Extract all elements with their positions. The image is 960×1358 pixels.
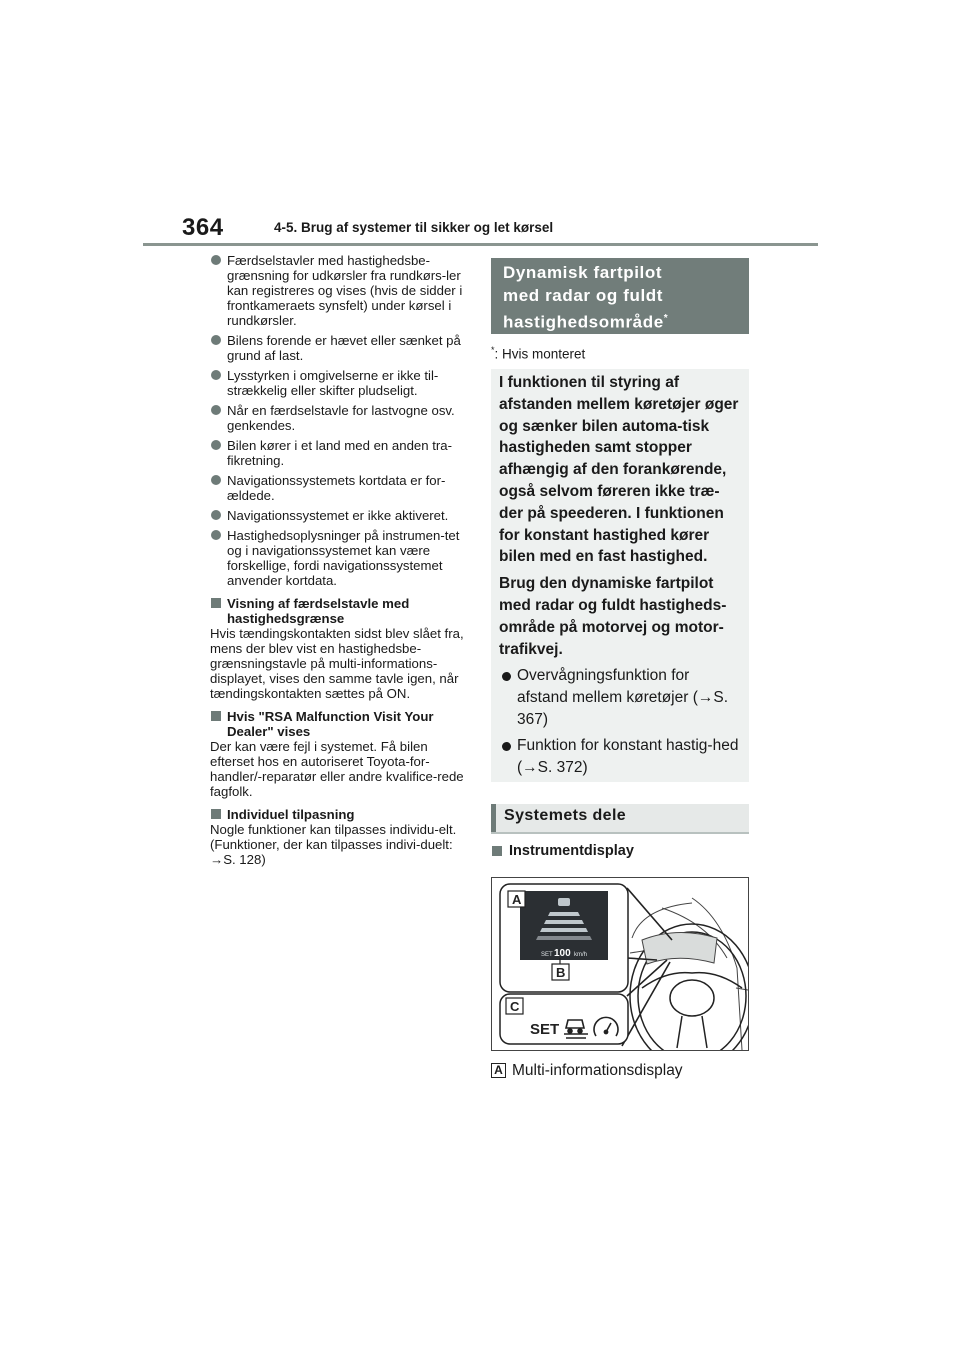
bullet-dot-icon	[211, 370, 221, 380]
left-column	[210, 253, 472, 872]
subhead-text: Visning af færdselstavle med hastighedsgrænse	[227, 596, 410, 626]
subhead-customization	[210, 807, 472, 822]
heading-underline	[491, 832, 749, 834]
bullet-dot-icon	[211, 530, 221, 540]
set-large-label: SET	[530, 1021, 560, 1038]
square-bullet-icon	[211, 598, 221, 608]
bullet-text: Hastighedsoplysninger på instrumen-tet og i navigationssystemet kan være forskellige, fordi navigationssystemet anvender kortdata.	[227, 528, 460, 588]
description-item-text: Overvågningsfunktion for afstand mellem køretøjer (→S. 367)	[517, 667, 729, 729]
subhead-text: Individuel tilpasning	[227, 807, 355, 822]
bullet-dot-icon	[211, 335, 221, 345]
bullet-text: Bilens forende er hævet eller sænket på grund af last.	[227, 333, 461, 363]
speed-unit: km/h	[574, 952, 588, 958]
heading-text: Instrumentdisplay	[509, 843, 634, 859]
legend-item-a	[491, 1062, 683, 1080]
instrument-illustration	[491, 877, 749, 1051]
set-small-label: SET	[541, 952, 553, 958]
paragraph: Der kan være fejl i systemet. Få bilen efterset hos en autoriseret Toyota-for-handler/-reparatør eller andre kvalifice-rede fagfolk.	[210, 739, 464, 799]
bullet-dot-icon	[502, 672, 511, 681]
description-paragraph: Brug den dynamiske fartpilot med radar og fuldt hastigheds-område på motorvej og motor-trafikvej.	[499, 575, 727, 658]
title-line: med radar og fuldt	[503, 286, 664, 305]
legend-tag: A	[491, 1063, 506, 1078]
title-line: hastighedsområde*	[503, 312, 669, 332]
system-parts-heading: Systemets dele	[491, 804, 749, 834]
description-item-text: Funktion for konstant hastig-hed (→S. 372)	[517, 737, 739, 777]
footnote-text: : Hvis monteret	[494, 346, 586, 362]
subhead-rsa-malfunction	[210, 709, 472, 739]
instrument-illustration-svg	[492, 878, 748, 1050]
header-rule	[143, 243, 818, 246]
subhead-text: Hvis "RSA Malfunction Visit Your Dealer" vises	[227, 709, 434, 739]
instrument-display-heading	[491, 843, 634, 859]
square-bullet-icon	[211, 711, 221, 721]
bullet-dot-icon	[502, 742, 511, 751]
bullet-text: Bilen kører i et land med en anden tra-fikretning.	[227, 438, 453, 468]
description-box	[491, 369, 749, 782]
footnote-star: *	[663, 313, 669, 324]
bullet-dot-icon	[211, 510, 221, 520]
square-bullet-icon	[492, 846, 502, 856]
bullet-item	[210, 333, 472, 363]
bullet-text: Navigationssystemet er ikke aktiveret.	[227, 508, 449, 523]
square-bullet-icon	[211, 809, 221, 819]
speed-value: 100	[554, 948, 571, 959]
description-paragraph: I funktionen til styring af afstanden mellem køretøjer øger og sænker bilen automa-tisk hastigheden samt stopper afhængig af den forankørende, også selvom føreren ikke træ-der på speederen. I funktionen for konstant hastighed kører bilen med en fast hastighed.	[499, 374, 739, 566]
label-a: A	[512, 892, 522, 907]
page-number: 364	[182, 214, 224, 241]
bullet-item	[210, 508, 472, 523]
label-c: C	[510, 999, 520, 1014]
description-item	[499, 735, 741, 779]
description-item	[499, 665, 741, 731]
label-b: B	[556, 965, 566, 980]
bullet-item	[210, 368, 472, 398]
bullet-item	[210, 438, 472, 468]
paragraph: Hvis tændingskontakten sidst blev slået fra, mens der blev vist en hastighedsbe-grænsningstavle på multi-informations-displayet, vises den samme tavle igen, når tændingskontakten sættes på ON.	[210, 626, 464, 701]
footnote	[491, 345, 585, 362]
bullet-dot-icon	[211, 475, 221, 485]
footnote-star: *	[491, 345, 495, 355]
legend-text: Multi-informationsdisplay	[512, 1062, 683, 1079]
bullet-text: Færdselstavler med hastighedsbe-grænsning for udkørsler fra rundkørs-ler kan registreres og vises (hvis de sidder i frontkameraets synsfelt) under kørsel i rundkørsler.	[227, 253, 463, 328]
bullet-dot-icon	[211, 255, 221, 265]
bullet-dot-icon	[211, 440, 221, 450]
section-title: 4-5. Brug af systemer til sikker og let kørsel	[274, 220, 554, 235]
bullet-text: Lysstyrken i omgivelserne er ikke til-strækkelig eller skifter pludseligt.	[227, 368, 439, 398]
dynamic-cruise-title-box	[491, 258, 749, 334]
bullet-item	[210, 253, 472, 328]
bullet-item	[210, 473, 472, 503]
paragraph: Nogle funktioner kan tilpasses individu-elt. (Funktioner, der kan tilpasses indivi-duelt: →S. 128)	[210, 822, 457, 867]
title-line: Dynamisk fartpilot	[503, 263, 663, 282]
bullet-text: Når en færdselstavle for lastvogne osv. genkendes.	[227, 403, 455, 433]
bullet-item	[210, 528, 472, 588]
bullet-item	[210, 403, 472, 433]
bullet-dot-icon	[211, 405, 221, 415]
subhead-speed-sign	[210, 596, 472, 626]
bullet-text: Navigationssystemets kortdata er for-ældede.	[227, 473, 446, 503]
